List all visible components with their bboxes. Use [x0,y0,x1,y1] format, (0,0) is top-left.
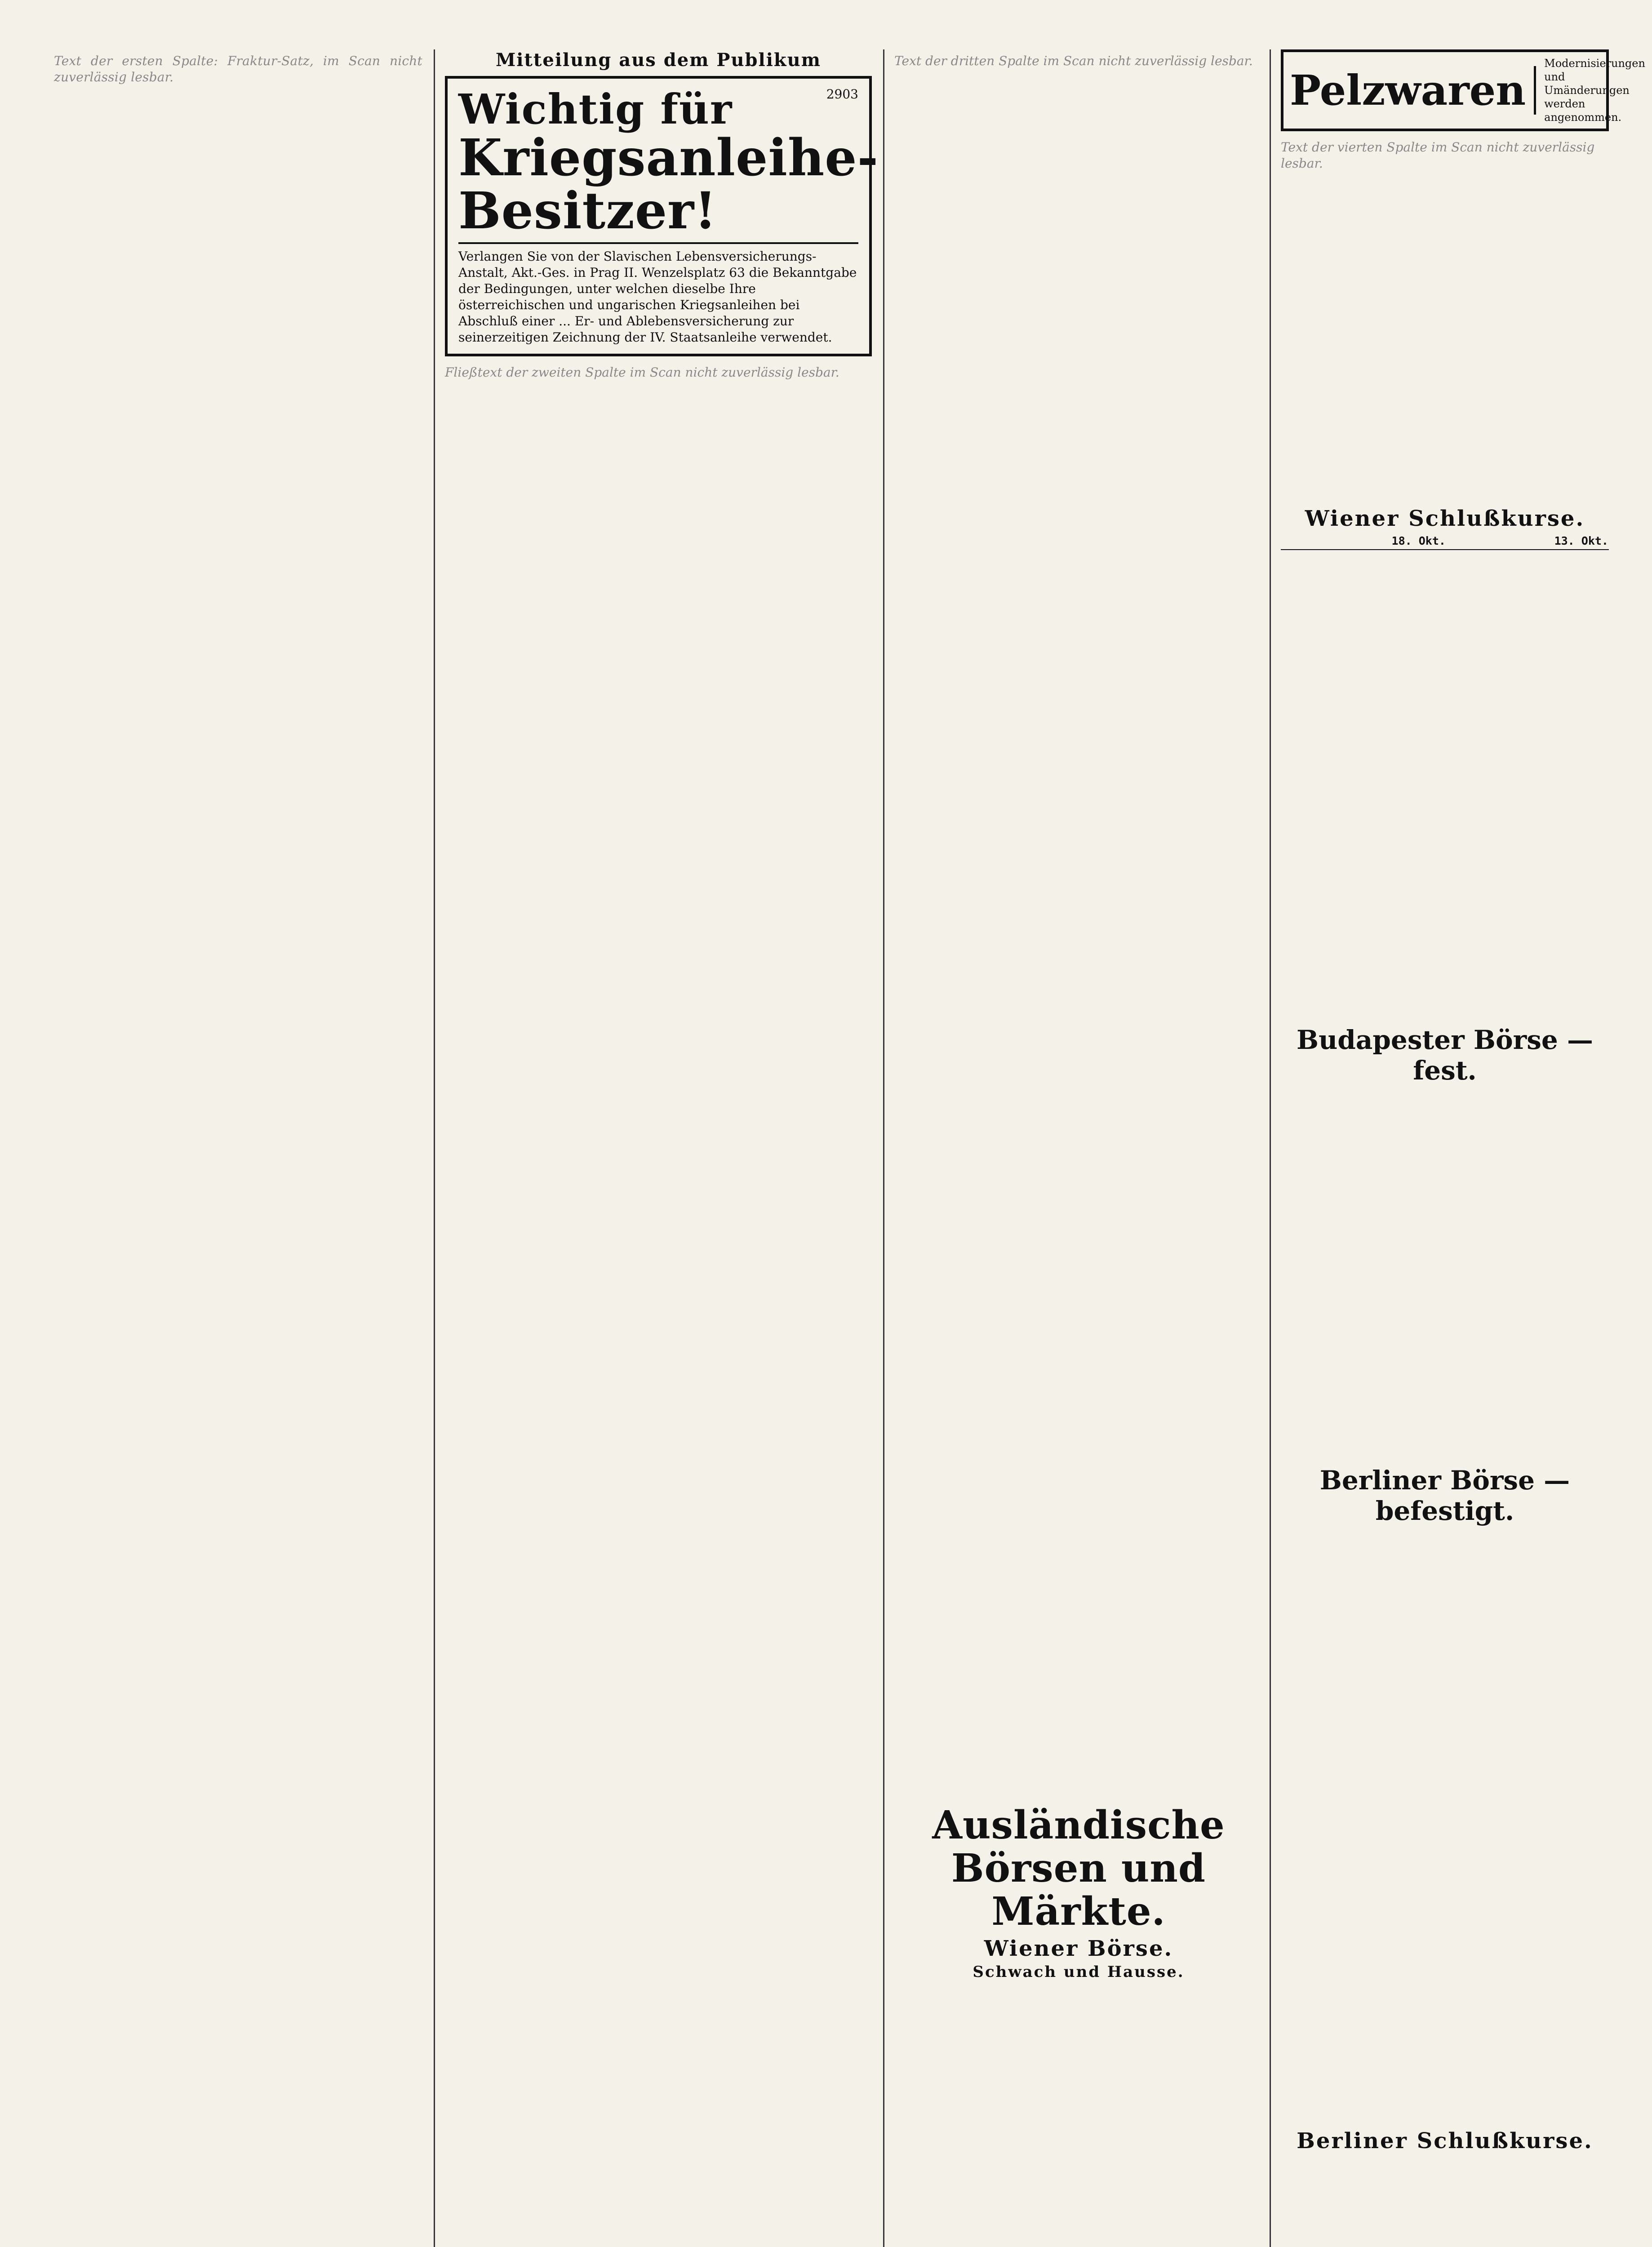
section-title-budapester: Budapester Börse — fest. [1297,1025,1593,1086]
kurse-header: 13. Okt. [1446,533,1609,550]
illegible-notice: Text der ersten Spalte: Fraktur-Satz, im Scan nicht zuverlässig lesbar. [54,53,422,84]
column-3 [894,49,1263,2247]
section-subtitle-schwach-hausse: Schwach und Hausse. [973,1963,1185,1981]
advertisement-pelzwaren [1281,49,1645,131]
ad-body: Verlangen Sie von der Slavischen Lebensversicherungs-Anstalt, Akt.-Ges. in Prag II. Wenzelsplatz 63 die Bekanntgabe der Bedingungen, unter welchen dieselbe Ihre österreichischen und ungarischen Kriegsanleihen bei Abschluß einer ... Er- und Ablebensversicherung zur seinerzeitigen Zeichnung der IV. Staatsanleihe verwendet. [458,242,858,346]
advertisement-kriegsanleihe [445,76,879,356]
column-rule [1270,49,1271,2247]
section-title-berliner-schlusskurse: Berliner Schlußkurse. [1297,2128,1593,2154]
section-header-mitteilung: Mitteilung aus dem Publikum [495,49,822,71]
ad-headline-wichtig: Wichtig für [458,85,733,133]
column-rule [434,49,435,2247]
section-title-auslaendische: Ausländische Börsen und Märkte. [932,1803,1225,1934]
column-rule [883,49,884,2247]
illegible-notice: Fließtext der zweiten Spalte im Scan nicht zuverlässig lesbar. [445,365,839,380]
ad-title-pelzwaren: Pelzwaren [1290,66,1536,115]
column-4 [1281,49,1645,2247]
section-title-berliner: Berliner Börse — befestigt. [1319,1465,1570,1526]
kurse-header: 18. Okt. [1283,533,1446,550]
ad-text-pelzwaren: Modernisierungen und Umänderungen werden angenommen. [1544,57,1645,124]
column-1 [54,49,422,2247]
newspaper-page [54,49,1645,2247]
wiener-schlusskurse-table [1281,533,1609,550]
section-title-wiener-schlusskurse: Wiener Schlußkurse. [1305,506,1585,531]
column-2 [445,49,879,2247]
ad-headline-kriegsanleihe: Kriegsanleihe-Besitzer! [458,129,879,240]
illegible-notice: Text der dritten Spalte im Scan nicht zuverlässig lesbar. [894,53,1253,68]
illegible-notice: Text der vierten Spalte im Scan nicht zuverlässig lesbar. [1281,140,1595,171]
section-subtitle-wiener-boerse: Wiener Börse. [984,1936,1173,1961]
ad-number: 2903 [826,87,858,102]
